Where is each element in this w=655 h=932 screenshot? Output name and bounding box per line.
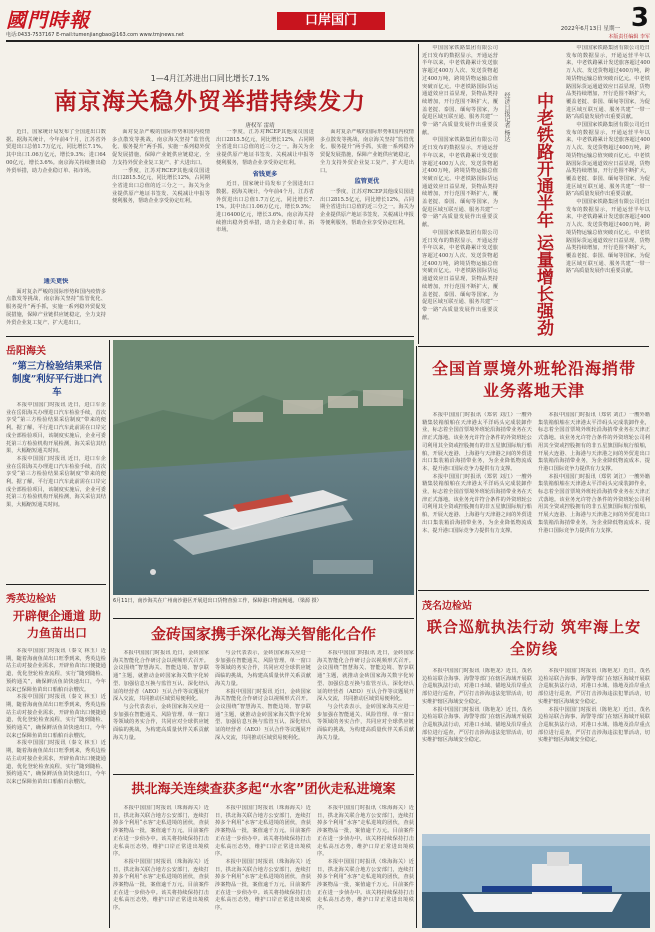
maoming-region: 茂名边检站 [422, 601, 472, 612]
photo-caption: 6月11日，南沙海关在广州南沙港区开展进出口货物查验工作，保障港口物流畅通。（梁源 摄） [113, 598, 322, 604]
page-editor: 本版责任编辑 李军 [608, 34, 650, 40]
brand-logo: 國門時報 [6, 8, 90, 32]
boat-photo [113, 340, 414, 595]
gongbei-text-2 [215, 805, 311, 928]
tianjin-paragraph: 本报中国国门时报讯（郑常 刘江）一艘外籍集装箱船舶在天津港太平洋码头完成装卸作业，标志着全国首票境外班轮沿海捎带业务在天津正式落地。该业务允许符合条件的外资班轮公司利用其全资或控股拥有的非五星旗国际航行船舶，开展大连港、上海港与天津港之间的外贸进出口集装箱沿海捎带业务，为企业降低物流成本、提升港口国际竞争力提供有力支撑。 [538, 412, 650, 472]
brics-paragraph: 本报中国国门时报讯 近日，金砖国家海关智能化合作研讨会以视频形式召开。会议围绕“智慧海关、智能边境、智享联通”主题，就推动金砖国家海关数字化转型、加强信息互换与监管互认、深化经认证的经营者（AEO）互认合作等议题展开深入交流，共同推动区域贸易便利化。 [317, 650, 414, 703]
brics-paragraph: 本报中国国门时报讯 近日，金砖国家海关智能化合作研讨会以视频形式召开。会议围绕“智慧海关、智能边境、智享联通”主题，就推动金砖国家海关数字化转型、加强信息互换与监管互认、深化经认证的经营者（AEO）互认合作等议题展开深入交流，共同推动区域贸易便利化。 [215, 688, 311, 741]
railway-paragraph: 中国国家铁路集团有限公司近日发布的数据显示，开通运营半年以来，中老铁路累计发送旅客超过400万人次、发送货物超过400万吨，跨境货物运输总值突破百亿元。中老铁路国际货运通道效应日益显现，货物品类持续增加，开行范围不断扩大，覆盖老挝、泰国、缅甸等国家，为促进区域互联互通、服务共建“一带一路”高质量发展作出重要贡献。 [566, 199, 650, 275]
section-title: 口岸国门 [277, 12, 385, 30]
column-divider [109, 340, 110, 928]
railway-paragraph: 中国国家铁路集团有限公司近日发布的数据显示，开通运营半年以来，中老铁路累计发送旅客超过400万人次、发送货物超过400万吨，跨境货物运输总值突破百亿元。中老铁路国际货运通道效应日益显现，货物品类持续增加，开行范围不断扩大，覆盖老挝、泰国、缅甸等国家，为促进区域互联互通、服务共建“一带一路”高质量发展作出重要贡献。 [422, 229, 498, 321]
maoming-paragraph: 本报中国国门时报讯（陈艳龙）近日，茂名边检站联合海事、海警等部门在辖区海域开展联合巡航执法行动，对港口水域、锚地及沿岸重点部位进行巡查，严厉打击涉海违法犯罪活动，切实维护辖区海域安全稳定。 [422, 706, 532, 744]
column-divider [416, 346, 417, 928]
lead-kicker: 1—4月江苏进出口同比增长7.1% [150, 74, 270, 83]
gongbei-paragraph: 本报中国国门时报讯（珠海海关）近日，拱北海关联合地方公安部门，连续打掉多个利用“水客”走私进境的团伙，查获涉案物品一批，案值逾千万元。目前案件正在进一步侦办中。该关将持续保持打击走私高压态势，维护口岸正常进出境秩序。 [317, 805, 414, 858]
maoming-paragraph: 本报中国国门时报讯（陈艳龙）近日，茂名边检站联合海事、海警等部门在辖区海域开展联合巡航执法行动，对港口水域、锚地及沿岸重点部位进行巡查，严厉打击涉海违法犯罪活动，切实维护辖区海域安全稳定。 [538, 706, 650, 744]
brics-paragraph: 与会代表表示，金砖国家海关应进一步加强在智能通关、风险管理、单一窗口等领域的务实合作，共同应对全球供应链面临的挑战，为构建高质量伙伴关系贡献海关力量。 [317, 703, 414, 741]
section-rule [6, 584, 106, 585]
xiuying-paragraph: 本报中国国门时报讯（秦文 林玉）近期，随着海南鱼苗出口旺季到来，秀英边检站主动对接企业需求，开辟鱼苗出口便捷通道，优化登轮检查流程，实行“随到随检、预约通关”，确保鲜活鱼苗快速出口，今年以来已保障鱼苗出口船舶百余艘次。 [6, 694, 106, 739]
tianjin-headline: 全国首票境外班轮沿海捎带业务落地天津 [431, 359, 636, 400]
lead-paragraph: 一季度，江苏对RCEP其他成员国进出口2815.5亿元，同比增长12%，占同期全省进出口总值的近三分之一。海关为企业提供原产地证书签发、关税减让申报等便利服务，帮助企业享受协定红利。 [320, 188, 414, 226]
section-rule [6, 336, 414, 337]
gongbei-paragraph: 本报中国国门时报讯（珠海海关）近日，拱北海关联合地方公安部门，连续打掉多个利用“水客”走私进境的团伙，查获涉案物品一批，案值逾千万元。目前案件正在进一步侦办中。该关将持续保持打击走私高压态势，维护口岸正常进出境秩序。 [317, 858, 414, 912]
railway-text-1 [422, 45, 498, 341]
brics-text-1 [113, 650, 209, 770]
railway-byline: 经济日报记者 杨达 [503, 92, 510, 142]
lead-column-1 [6, 129, 106, 271]
railway-paragraph: 中国国家铁路集团有限公司近日发布的数据显示，开通运营半年以来，中老铁路累计发送旅客超过400万人次、发送货物超过400万吨，跨境货物运输总值突破百亿元。中老铁路国际货运通道效应日益显现，货物品类持续增加，开行范围不断扩大，覆盖老挝、泰国、缅甸等国家，为促进区域互联互通、服务共建“一带一路”高质量发展作出重要贡献。 [566, 122, 650, 198]
railway-paragraph: 中国国家铁路集团有限公司近日发布的数据显示，开通运营半年以来，中老铁路累计发送旅客超过400万人次、发送货物超过400万吨，跨境货物运输总值突破百亿元。中老铁路国际货运通道效应日益显现，货物品类持续增加，开行范围不断扩大，覆盖老挝、泰国、缅甸等国家，为促进区域互联互通、服务共建“一带一路”高质量发展作出重要贡献。 [422, 137, 498, 229]
brics-text-2 [215, 650, 311, 770]
gongbei-headline: 拱北海关连续查获多起“水客”团伙走私进境案 [131, 782, 396, 797]
brics-paragraph: 与会代表表示，金砖国家海关应进一步加强在智能通关、风险管理、单一窗口等领域的务实合作，共同应对全球供应链面临的挑战，为构建高质量伙伴关系贡献海关力量。 [215, 650, 311, 687]
gongbei-paragraph: 本报中国国门时报讯（珠海海关）近日，拱北海关联合地方公安部门，连续打掉多个利用“水客”走私进境的团伙，查获涉案物品一批，案值逾千万元。目前案件正在进一步侦办中。该关将持续保持打击走私高压态势，维护口岸正常进出境秩序。 [113, 805, 209, 858]
tianjin-paragraph: 本报中国国门时报讯（郑常 刘江）一艘外籍集装箱船舶在天津港太平洋码头完成装卸作业，标志着全国首票境外班轮沿海捎带业务在天津正式落地。该业务允许符合条件的外资班轮公司利用其全资或控股拥有的非五星旗国际航行船舶，开展大连港、上海港与天津港之间的外贸进出口集装箱沿海捎带业务，为企业降低物流成本、提升港口国际竞争力提供有力支撑。 [422, 473, 532, 534]
ship-photo [422, 834, 650, 928]
railway-paragraph: 中国国家铁路集团有限公司近日发布的数据显示，开通运营半年以来，中老铁路累计发送旅客超过400万人次、发送货物超过400万吨，跨境货物运输总值突破百亿元。中老铁路国际货运通道效应日益显现，货物品类持续增加，开行范围不断扩大，覆盖老挝、泰国、缅甸等国家，为促进区域互联互通、服务共建“一带一路”高质量发展作出重要贡献。 [566, 45, 650, 121]
yueyang-paragraph: 本报中国国门时报讯 近日，进口车企业在岳阳海关办理进口汽车检验手续，首次享受“第三方检验结果采信制度”带来的便利。据了解，平行进口汽车此前需在口岸完成全部检验项目，该制度实施后，企业可委托第三方检验机构开展检测，海关采信其结果，大幅缩短通关时间。 [6, 455, 106, 509]
brics-text-3 [317, 650, 414, 770]
maoming-text-1 [422, 668, 532, 830]
lead-paragraph: 近日，国家统计局发布了全国进出口数据。据海关统计，今年前4个月，江苏省外贸进出口总值1.7万亿元，同比增长7.1%。其中出口1.06万亿元，增长9.3%；进口6400亿元，增长3.6%。南京海关持续推出稳外贸举措，助力企业稳订单、拓市场。 [216, 181, 314, 234]
tianjin-text-1 [422, 412, 532, 584]
masthead-rule [6, 40, 649, 42]
ship-photo-box [422, 834, 650, 928]
port-photo [113, 340, 414, 595]
lead-column-1b [6, 278, 106, 330]
maoming-paragraph: 本报中国国门时报讯（陈艳龙）近日，茂名边检站联合海事、海警等部门在辖区海域开展联合巡航执法行动，对港口水域、锚地及沿岸重点部位进行巡查，严厉打击涉海违法犯罪活动，切实维护辖区海域安全稳定。 [538, 668, 650, 705]
column-divider [418, 44, 419, 344]
lead-paragraph: 面对复杂严峻的国际形势和国内疫情多点散发等挑战，南京海关坚持“监管优化、服务提升”两手抓，实施一系列稳外贸促发展措施，保障产业链供应链稳定，全力支持外贸企业复工复产、扩大进出口。 [112, 129, 210, 166]
section-rule [113, 618, 414, 619]
lead-paragraph: 面对复杂严峻的国际形势和国内疫情多点散发等挑战，南京海关坚持“监管优化、服务提升”两手抓，实施一系列稳外贸促发展措施，保障产业链供应链稳定，全力支持外贸企业复工复产、扩大进出口。 [6, 288, 106, 326]
tianjin-paragraph: 本报中国国门时报讯（郑常 刘江）一艘外籍集装箱船舶在天津港太平洋码头完成装卸作业，标志着全国首票境外班轮沿海捎带业务在天津正式落地。该业务允许符合条件的外资班轮公司利用其全资或控股拥有的非五星旗国际航行船舶，开展大连港、上海港与天津港之间的外贸进出口集装箱沿海捎带业务，为企业降低物流成本、提升港口国际竞争力提供有力支撑。 [422, 412, 532, 472]
gongbei-paragraph: 本报中国国门时报讯（珠海海关）近日，拱北海关联合地方公安部门，连续打掉多个利用“水客”走私进境的团伙，查获涉案物品一批，案值逾千万元。目前案件正在进一步侦办中。该关将持续保持打击走私高压态势，维护口岸正常进出境秩序。 [113, 858, 209, 912]
gongbei-paragraph: 本报中国国门时报讯（珠海海关）近日，拱北海关联合地方公安部门，连续打掉多个利用“水客”走私进境的团伙，查获涉案物品一批，案值逾千万元。目前案件正在进一步侦办中。该关将持续保持打击走私高压态势，维护口岸正常进出境秩序。 [215, 805, 311, 858]
lead-subhead: 省钱更多 [252, 170, 278, 178]
maoming-headline: 联合巡航执法行动 筑牢海上安全防线 [426, 618, 642, 658]
gongbei-text-1 [113, 805, 209, 928]
maoming-paragraph: 本报中国国门时报讯（陈艳龙）近日，茂名边检站联合海事、海警等部门在辖区海域开展联合巡航执法行动，对港口水域、锚地及沿岸重点部位进行巡查，严厉打击涉海违法犯罪活动，切实维护辖区海域安全稳定。 [422, 668, 532, 705]
railway-vertical-headline [500, 92, 560, 362]
hotline: 电话:0433-7537167 E-mail:tumenjiangbao@163.com www.tmjnews.net [6, 32, 184, 38]
railway-paragraph: 中国国家铁路集团有限公司近日发布的数据显示，开通运营半年以来，中老铁路累计发送旅客超过400万人次、发送货物超过400万吨，跨境货物运输总值突破百亿元。中老铁路国际货运通道效应日益显现，货物品类持续增加，开行范围不断扩大，覆盖老挝、泰国、缅甸等国家，为促进区域互联互通、服务共建“一带一路”高质量发展作出重要贡献。 [422, 45, 498, 136]
gongbei-text-3 [317, 805, 414, 928]
lead-column-2 [112, 129, 210, 329]
gongbei-paragraph: 本报中国国门时报讯（珠海海关）近日，拱北海关联合地方公安部门，连续打掉多个利用“水客”走私进境的团伙，查获涉案物品一批，案值逾千万元。目前案件正在进一步侦办中。该关将持续保持打击走私高压态势，维护口岸正常进出境秩序。 [215, 858, 311, 912]
lead-subhead: 监管更优 [354, 178, 380, 186]
yueyang-paragraph: 本报中国国门时报讯 近日，进口车企业在岳阳海关办理进口汽车检验手续，首次享受“第三方检验结果采信制度”带来的便利。据了解，平行进口汽车此前需在口岸完成全部检验项目，该制度实施后，企业可委托第三方检验机构开展检测，海关采信其结果，大幅缩短通关时间。 [6, 402, 106, 455]
brics-paragraph: 本报中国国门时报讯 近日，金砖国家海关智能化合作研讨会以视频形式召开。会议围绕“智慧海关、智能边境、智享联通”主题，就推动金砖国家海关数字化转型、加强信息互换与监管互认、深化经认证的经营者（AEO）互认合作等议题展开深入交流，共同推动区域贸易便利化。 [113, 650, 209, 703]
brics-headline: 金砖国家携手深化海关智能化合作 [150, 625, 376, 643]
page-number: 3 [630, 3, 649, 33]
lead-headline: 南京海关稳外贸举措持续发力 [54, 89, 366, 115]
lead-paragraph: 近日，国家统计局发布了全国进出口数据。据海关统计，今年前4个月，江苏省外贸进出口总值1.7万亿元，同比增长7.1%。其中出口1.06万亿元，增长9.3%；进口6400亿元，增长3.6%。南京海关持续推出稳外贸举措，助力企业稳订单、拓市场。 [6, 129, 106, 174]
yueyang-text [6, 402, 106, 578]
section-rule [113, 774, 414, 775]
maoming-text-2 [538, 668, 650, 830]
yueyang-region: 岳阳海关 [6, 346, 46, 357]
xiuying-region: 秀英边检站 [6, 594, 56, 605]
lead-paragraph: 面对复杂严峻的国际形势和国内疫情多点散发等挑战，南京海关坚持“监管优化、服务提升”两手抓，实施一系列稳外贸促发展措施，保障产业链供应链稳定，全力支持外贸企业复工复产、扩大进出口。 [320, 129, 414, 174]
tianjin-text-2 [538, 412, 650, 584]
xiuying-paragraph: 本报中国国门时报讯（秦文 林玉）近期，随着海南鱼苗出口旺季到来，秀英边检站主动对接企业需求，开辟鱼苗出口便捷通道，优化登轮检查流程，实行“随到随检、预约通关”，确保鲜活鱼苗快速出口，今年以来已保障鱼苗出口船舶百余艘次。 [6, 740, 106, 785]
section-rule [418, 590, 649, 591]
xiuying-paragraph: 本报中国国门时报讯（秦文 林玉）近期，随着海南鱼苗出口旺季到来，秀英边检站主动对接企业需求，开辟鱼苗出口便捷通道，优化登轮检查流程，实行“随到随检、预约通关”，确保鲜活鱼苗快速出口，今年以来已保障鱼苗出口船舶百余艘次。 [6, 648, 106, 693]
lead-column-3 [216, 129, 314, 329]
xiuying-text [6, 648, 106, 928]
lead-column-4 [320, 129, 414, 329]
xiuying-headline: 开辟便企通道 助力鱼苗出口 [12, 609, 102, 640]
tianjin-paragraph: 本报中国国门时报讯（郑常 刘江）一艘外籍集装箱船舶在天津港太平洋码头完成装卸作业，标志着全国首票境外班轮沿海捎带业务在天津正式落地。该业务允许符合条件的外资班轮公司利用其全资或控股拥有的非五星旗国际航行船舶，开展大连港、上海港与天津港之间的外贸进出口集装箱沿海捎带业务，为企业降低物流成本、提升港口国际竞争力提供有力支撑。 [538, 473, 650, 534]
issue-date: 2022年6月13日 星期一 [560, 26, 620, 32]
railway-headline: 中老铁路开通半年 运量增长强劲 [533, 92, 553, 336]
lead-subhead: 通关更快 [43, 278, 69, 285]
railway-text-2 [566, 45, 650, 341]
lead-byline: 唐权军 雷靖 [245, 123, 275, 129]
brics-paragraph: 与会代表表示，金砖国家海关应进一步加强在智能通关、风险管理、单一窗口等领域的务实合作，共同应对全球供应链面临的挑战，为构建高质量伙伴关系贡献海关力量。 [113, 703, 209, 741]
lead-paragraph: 一季度，江苏对RCEP其他成员国进出口2815.5亿元，同比增长12%，占同期全省进出口总值的近三分之一。海关为企业提供原产地证书签发、关税减让申报等便利服务，帮助企业享受协定红利。 [112, 167, 210, 205]
lead-paragraph: 一季度，江苏对RCEP其他成员国进出口2815.5亿元，同比增长12%，占同期全省进出口总值的近三分之一。海关为企业提供原产地证书签发、关税减让申报等便利服务，帮助企业享受协定红利。 [216, 129, 314, 166]
section-rule [418, 346, 649, 347]
yueyang-headline: “第三方检验结果采信制度”利好平行进口汽车 [12, 361, 102, 398]
